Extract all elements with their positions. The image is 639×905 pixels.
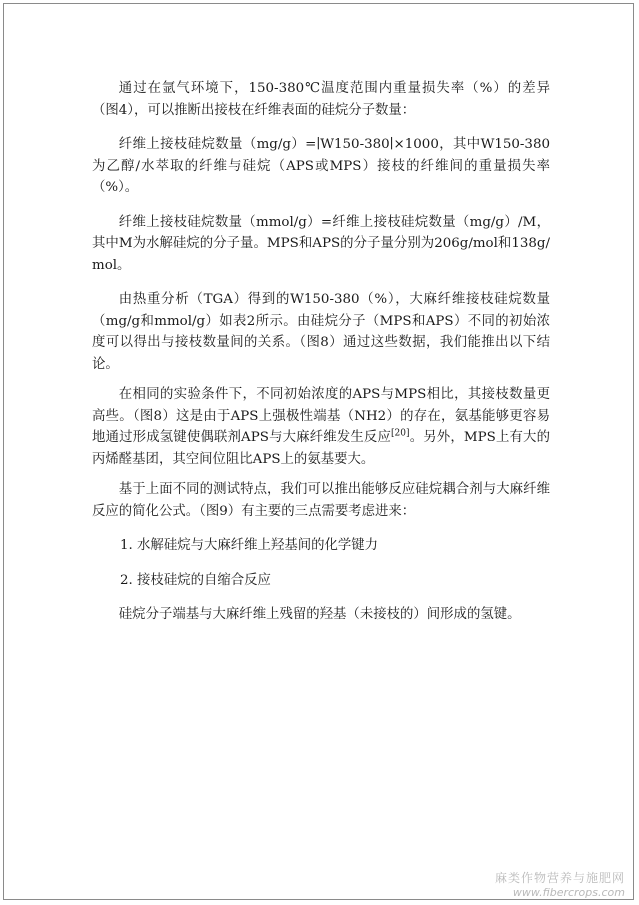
document-body — [92, 78, 550, 626]
paragraph-tga: 由热重分析（TGA）得到的W150-380（%），大麻纤维接枝硅烷数量（mg/g和mmol/g）如表2所示。由硅烷分子（MPS和APS）不同的初始浓度可以得出与接枝数量间的关系。（图8）通过这些数据，我们能推出以下结论。 — [92, 292, 550, 372]
paragraph-formula-intro: 基于上面不同的测试特点，我们可以推出能够反应硅烷耦合剂与大麻纤维反应的简化公式。（图9）有主要的三点需要考虑进来： — [92, 482, 550, 519]
paragraph-comparison-text: 在相同的实验条件下，不同初始浓度的APS与MPS相比，其接枝数量更高些。（图8）这是由于APS上强极性端基（NH2）的存在，氨基能够更容易地通过形成氢键使偶联剂APS与大麻纤维发生反应 — [92, 387, 550, 445]
citation-ref: [20] — [391, 428, 410, 439]
watermark — [495, 869, 625, 899]
watermark-site-name: 麻类作物营养与施肥网 — [494, 871, 625, 885]
paragraph-intro: 通过在氩气环境下，150-380℃温度范围内重量损失率（%）的差异（图4），可以推断出接枝在纤维表面的硅烷分子数量： — [92, 81, 550, 118]
list-item-1: 1. 水解硅烷与大麻纤维上羟基间的化学键力 — [120, 538, 379, 553]
paragraph-hydrogen-bond: 硅烷分子端基与大麻纤维上残留的羟基（未接枝的）间形成的氢键。 — [118, 607, 521, 622]
paragraph-formula-mg: 纤维上接枝硅烷数量（mg/g）=∣W150-380∣×1000，其中W150-380为乙醇/水萃取的纤维与硅烷（APS或MPS）接枝的纤维间的重量损失率（%）。 — [92, 137, 550, 195]
paragraph-comparison-tail: 。另外，MPS上有大的丙烯醛基团，其空间位阻比APS上的氨基要大。 — [92, 430, 550, 467]
paragraph-formula-mmol: 纤维上接枝硅烷数量（mmol/g）=纤维上接枝硅烷数量（mg/g）/M，其中M为水解硅烷的分子量。MPS和APS的分子量分别为206g/mol和138g/mol。 — [92, 214, 550, 273]
watermark-url: www.fibercrops.com — [512, 886, 625, 899]
paragraph-comparison — [92, 384, 550, 470]
list-item-2: 2. 接枝硅烷的自缩合反应 — [120, 572, 271, 588]
